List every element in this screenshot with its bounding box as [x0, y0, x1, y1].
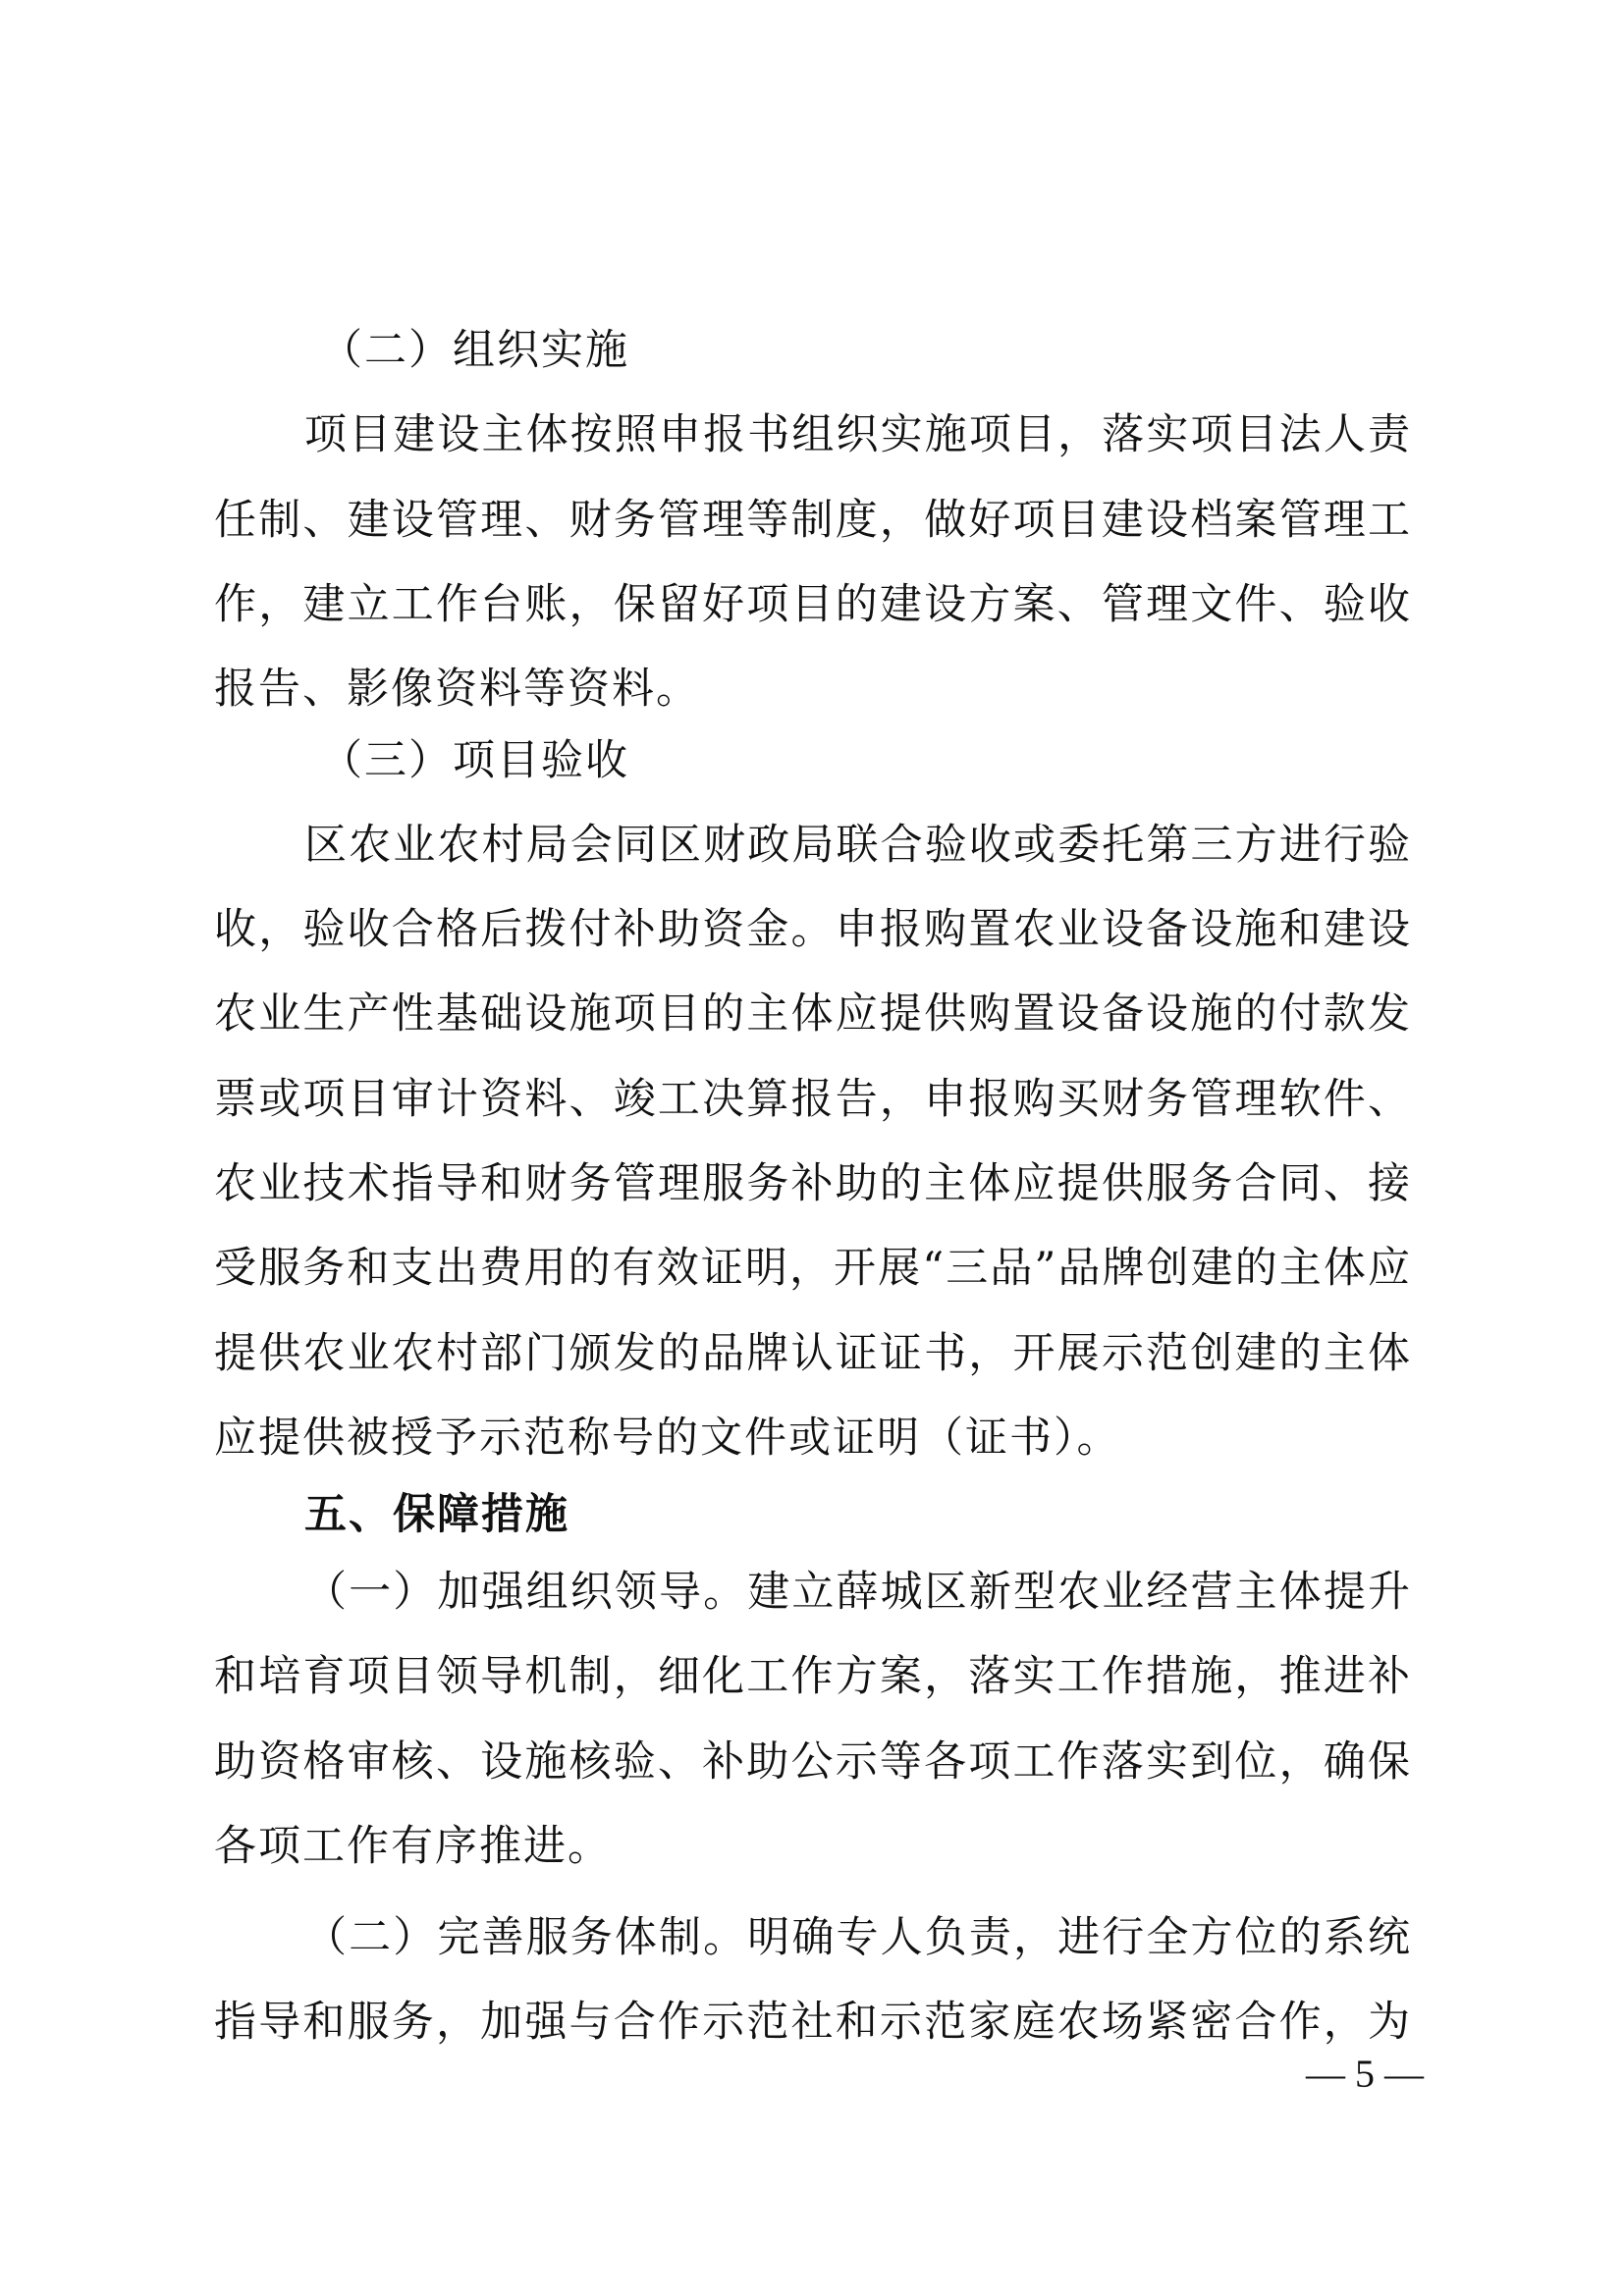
paragraph-line: 提供农业农村部门颁发的品牌认证证书，开展示范创建的主体 [214, 1329, 1412, 1378]
paragraph-line: （一）加强组织领导。建立薛城区新型农业经营主体提升 [304, 1568, 1412, 1617]
paragraph-line: 农业技术指导和财务管理服务补助的主体应提供服务合同、接 [214, 1159, 1412, 1208]
paragraph-line: 作，建立工作台账，保留好项目的建设方案、管理文件、验收 [214, 580, 1412, 629]
paragraph-line: 指导和服务，加强与合作示范社和示范家庭农场紧密合作，为 [214, 1998, 1412, 2047]
paragraph-line: （二）完善服务体制。明确专人负责，进行全方位的系统 [304, 1913, 1412, 1962]
paragraph-line: 项目建设主体按照申报书组织实施项目，落实项目法人责 [304, 410, 1412, 459]
section-heading-safeguards: 五、保障措施 [304, 1490, 569, 1539]
subheading-organize-implementation: （二）组织实施 [320, 326, 629, 375]
subheading-project-acceptance: （三）项目验收 [320, 736, 629, 785]
paragraph-line: 票或项目审计资料、竣工决算报告，申报购买财务管理软件、 [214, 1075, 1412, 1124]
paragraph-line: 各项工作有序推进。 [214, 1822, 612, 1871]
paragraph-line: 应提供被授予示范称号的文件或证明（证书）。 [214, 1414, 1121, 1463]
paragraph-line: 收，验收合格后拨付补助资金。申报购置农业设备设施和建设 [214, 905, 1412, 954]
paragraph-line: 和培育项目领导机制，细化工作方案，落实工作措施，推进补 [214, 1652, 1412, 1701]
paragraph-line: 区农业农村局会同区财政局联合验收或委托第三方进行验 [304, 821, 1412, 870]
paragraph-line: 助资格审核、设施核验、补助公示等各项工作落实到位，确保 [214, 1737, 1412, 1787]
paragraph-line: 受服务和支出费用的有效证明，开展“三品”品牌创建的主体应 [214, 1244, 1412, 1293]
paragraph-line: 农业生产性基础设施项目的主体应提供购置设备设施的付款发 [214, 989, 1412, 1039]
paragraph-line: 报告、影像资料等资料。 [214, 665, 700, 714]
page-number: — 5 — [1306, 2052, 1424, 2096]
paragraph-line: 任制、建设管理、财务管理等制度，做好项目建设档案管理工 [214, 496, 1412, 545]
